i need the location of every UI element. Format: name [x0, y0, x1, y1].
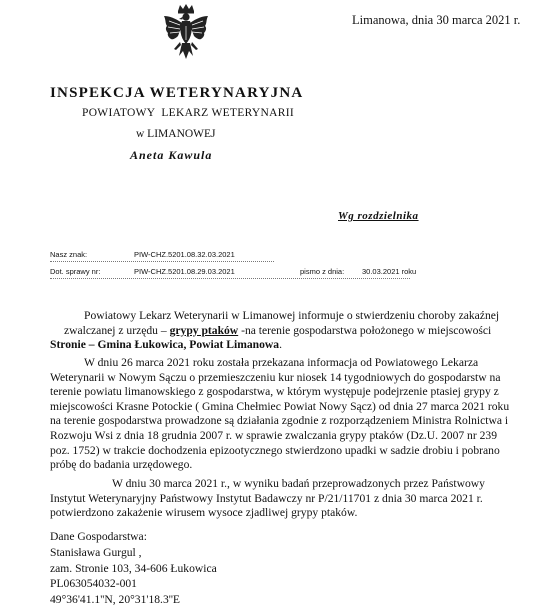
- p1-prefix: zwalczanej z urzędu –: [64, 323, 170, 337]
- farm-details-label: Dane Gospodarstwa:: [50, 530, 147, 543]
- farm-details: [50, 529, 217, 608]
- case-number-value: PIW-CHZ.5201.08.29.03.2021: [134, 267, 235, 276]
- paragraph-confirmation: [50, 477, 522, 521]
- p3-line-2: Instytut Weterynaryjny Państwowy Instytut Badawczy nr P/21/11701 z dnia 30 marca 2021 r.: [50, 491, 483, 505]
- p2-line-7: poz. 1752) w trakcie dochodzenia epizootycznego stwierdzono upadki w sadzie drobiu i pobrano: [50, 443, 500, 457]
- p2-line-3: terenie powiatu limanowskiego z gospodarstwa, w którym występuje podejrzenie ptasiej grypy z: [50, 385, 499, 399]
- p2-line-1: W dniu 26 marca 2021 roku została przekazana informacja od Powiatowego Lekarza: [84, 356, 479, 369]
- disease-name: grypy ptaków: [169, 323, 239, 337]
- office-location: w LIMANOWEJ: [136, 128, 216, 140]
- official-name: Aneta Kawula: [130, 148, 213, 162]
- p1-line-3: [50, 338, 522, 353]
- farm-address: zam. Stronie 103, 34-606 Łukowica: [50, 561, 217, 575]
- reference-divider-1: [50, 261, 274, 262]
- office-title: POWIATOWY LEKARZ WETERYNARII: [82, 107, 294, 119]
- eagle-emblem-icon: [161, 4, 211, 66]
- farm-owner-name: Stanisława Gurgul ,: [50, 545, 142, 559]
- p2-line-5: na terenie gospodarstwa prowadzone są działania zgodnie z rozporządzeniem Ministra Rolnictwa i: [50, 414, 509, 428]
- letter-date-value: 30.03.2021 roku: [362, 267, 417, 276]
- p2-line-8: próbę do badania urzędowego.: [50, 458, 193, 472]
- farm-id: PL063054032-001: [50, 577, 137, 591]
- paragraph-announcement: [50, 309, 522, 353]
- p2-line-2: Weterynarii w Nowym Sączu o przemieszczeniu kur niosek 14 tygodniowych do gospodarstw na: [50, 370, 501, 384]
- date-line: Limanowa, dnia 30 marca 2021 r.: [352, 13, 521, 27]
- our-reference-label: Nasz znak:: [50, 250, 88, 259]
- p1-line-2: [50, 324, 522, 339]
- p3-line-3: potwierdzono zakażenie wirusem wysoce zjadliwej grypy ptaków.: [50, 506, 358, 520]
- reference-divider-2: [50, 278, 410, 279]
- p1-period: .: [279, 338, 283, 352]
- p1-line-1: Powiatowy Lekarz Weterynarii w Limanowej informuje o stwierdzeniu choroby zakaźnej: [84, 309, 500, 322]
- institution-name: INSPEKCJA WETERYNARYJNA: [50, 85, 304, 101]
- our-reference-value: PIW-CHZ.5201.08.32.03.2021: [134, 250, 235, 259]
- outbreak-location: Stronie – Gmina Łukowica, Powiat Limanowa: [50, 338, 280, 352]
- case-number-label: Dot. sprawy nr:: [50, 267, 101, 276]
- letter-date-label: pismo z dnia:: [300, 267, 345, 276]
- p2-line-4: miejscowości Krasne Potockie ( Gmina Chełmiec Powiat Nowy Sącz) od dnia 27 marca 2021 roku: [50, 399, 510, 413]
- paragraph-investigation: [50, 356, 522, 473]
- recipient-line: Wg rozdzielnika: [338, 210, 419, 222]
- p2-line-6: Rozwoju Wsi z dnia 18 grudnia 2007 r. w sprawie zwalczania grypy ptaków (Dz.U. 2007 nr 239: [50, 428, 498, 442]
- p3-line-1: W dniu 30 marca 2021 r., w wyniku badań przeprowadzonych przez Państwowy: [112, 477, 485, 490]
- p1-suffix: -na terenie gospodarstwa położonego w miejscowości: [238, 323, 492, 337]
- farm-coordinates: 49°36'41.1''N, 20°31'18.3''E: [50, 593, 181, 607]
